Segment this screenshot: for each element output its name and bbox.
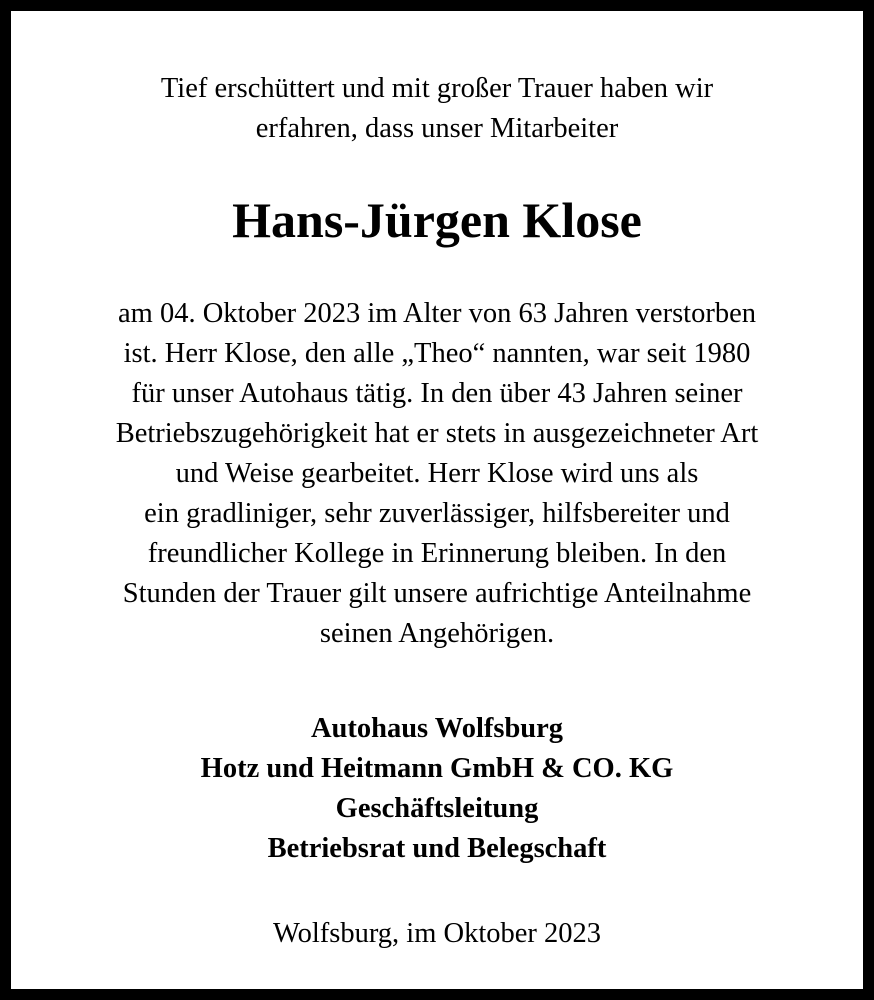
signatory-company: Autohaus Wolfsburg [310, 713, 564, 744]
body-line-3: für unser Autohaus tätig. In den über 43 Jahren seiner [131, 378, 743, 409]
body-line-6: ein gradliniger, sehr zuverlässiger, hilfsbereiter und [144, 498, 730, 529]
body-line-4: Betriebszugehörigkeit hat er stets in ausgezeichneter Art [115, 418, 759, 449]
signatory-management: Geschäftsleitung [335, 793, 539, 824]
body-line-8: Stunden der Trauer gilt unsere aufrichtige Anteilnahme [122, 578, 752, 609]
body-line-5: und Weise gearbeitet. Herr Klose wird uns als [175, 458, 699, 489]
intro-line-1: Tief erschüttert und mit großer Trauer haben wir [160, 73, 714, 104]
body-line-9: seinen Angehörigen. [319, 618, 555, 649]
intro-line-2: erfahren, dass unser Mitarbeiter [255, 113, 619, 144]
signatory-legal-entity: Hotz und Heitmann GmbH & CO. KG [200, 753, 674, 784]
deceased-name: Hans-Jürgen Klose [232, 192, 642, 248]
body-line-7: freundlicher Kollege in Erinnerung bleiben. In den [147, 538, 727, 569]
place-and-date: Wolfsburg, im Oktober 2023 [272, 918, 602, 949]
body-line-2: ist. Herr Klose, den alle „Theo“ nannten, war seit 1980 [123, 338, 751, 369]
signatory-staff: Betriebsrat und Belegschaft [267, 833, 607, 864]
body-line-1: am 04. Oktober 2023 im Alter von 63 Jahren verstorben [118, 298, 756, 329]
